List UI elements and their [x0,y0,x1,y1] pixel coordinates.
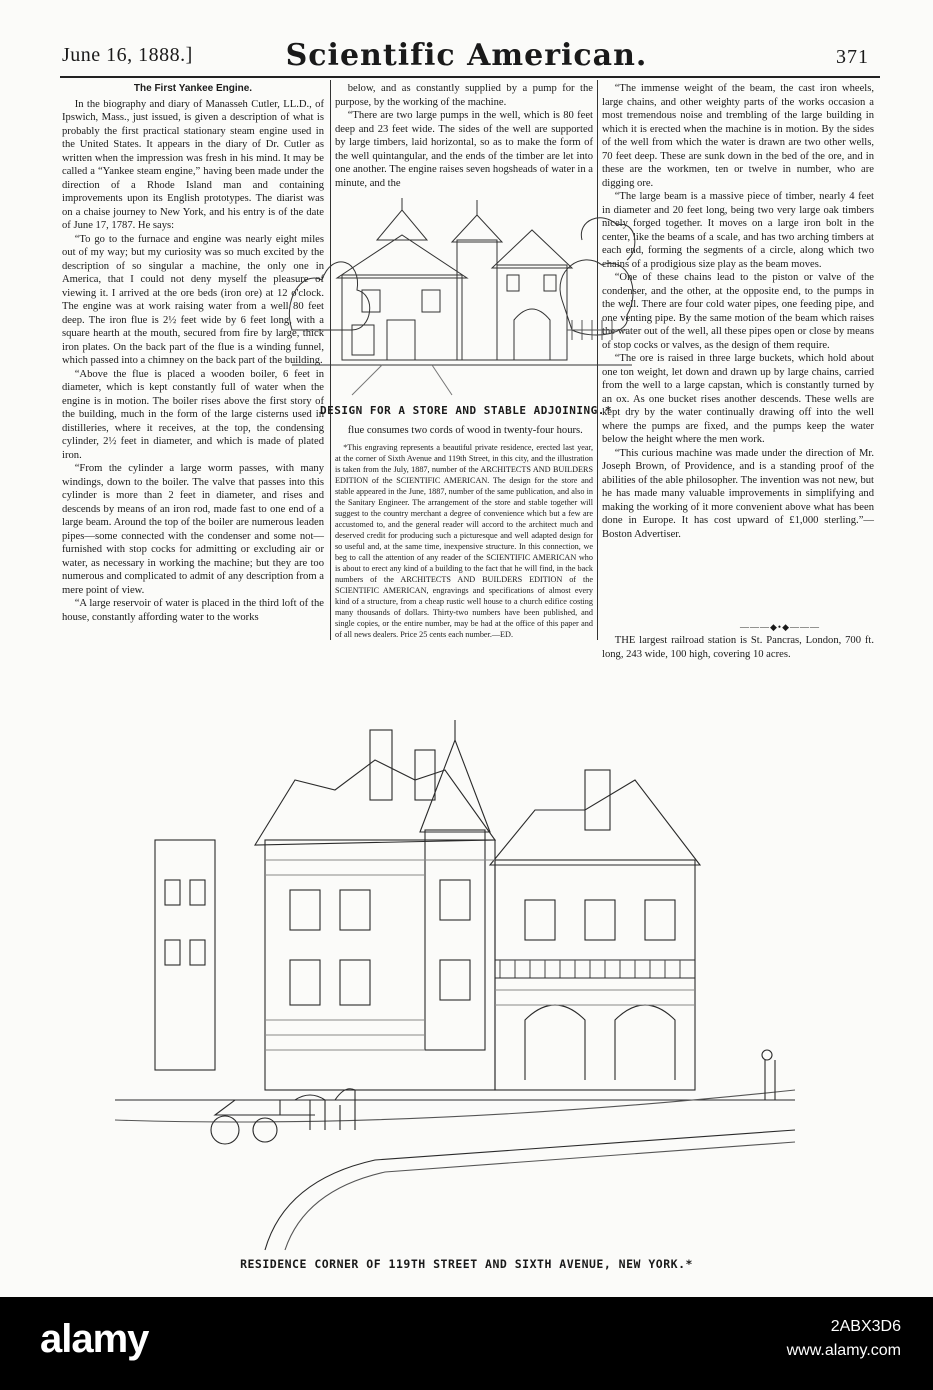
article-heading: The First Yankee Engine. [133,83,253,94]
paragraph: THE largest railroad station is St. Pancras, London, 700 ft. long, 243 wide, 100 high, covering 10 acres. [602,635,874,660]
paragraph: “There are two large pumps in the well, which is 80 feet deep and 23 feet wide. The sides of the well are supported by large timbers, laid horizontal, so as to make the form of the well quintangular, and the ends of the timber are let into one another. The engine raises seven hogsheads of water in a minute, and the [335,110,593,189]
image-id: 2ABX3D6 [830,1318,901,1335]
article-column-2-top [335,82,593,189]
paragraph: “The immense weight of the beam, the cast iron wheels, large chains, and other weighty parts of the works occasion a most tremendous noise and trembling of the large building in which it is erected when the machine is in motion. By the sides of the well from which the water is drawn are two other wells, 70 feet deep. These are sunk down in the bed of the ore, and in these are the workmen, ten or twelve in number, who are digging ore. [602,83,874,189]
masthead-title: Scientific American. [285,38,648,73]
paragraph: “This curious machine was made under the direction of Mr. Joseph Brown, of Providence, and is a standing proof of the abilities of the able philosopher. The invention was not new, but he has made many valuable improvements in simplifying and making the working of it more convenient above what has been done in Europe. It has cost upward of £1,000 sterling.”—Boston Advertiser. [602,447,874,540]
watermark-id [787,1315,901,1363]
paragraph: “From the cylinder a large worm passes, with many windings, down to the boiler. The valve that passes into this cylinder is more than 2 feet in diameter, and rises and descends by means of an iron rod, made fast to one end of a large beam. Around the top of the boiler are numerous leaden pipes—some connected with the condenser and some not—furnished with stop cocks for admitting or excluding air or water, as necessary in working the machine; but they are too numerous and complicated to admit of any description from a mere point of view. [62,463,324,596]
page-number: 371 [836,46,869,68]
footnote-text: *This engraving represents a beautiful private residence, erected last year, at the corner of Sixth Avenue and 119th Street, in this city, and the illustration is taken from the July, 1887, number of the ARCHITECTS AND BUILDERS EDITION of the SCIENTIFIC AMERICAN. The design for the store and stable appeared in the June, 1887, number of the same publication, and also in the Sanitary Engineer. The arrangement of the store and stable together will suggest to the country merchant a degree of convenience which but a few are accustomed to, and the general reader will accord to the architect much and deserved credit for producing such a picturesque and well adapted design for so useful and, at the same time, inexpensive structure. In this connection, we beg to call the attention of any reader of the SCIENTIFIC AMERICAN who is about to erect any kind of a building to the fact that he will find, in the back numbers of the ARCHITECTS AND BUILDERS EDITION of the SCIENTIFIC AMERICAN, engravings and specifications of almost every kind of a structure, from a cheap rustic well house to a church edifice costing many thousands of dollars. Thirty-two numbers have been published, and single copies, or the entire number, may be had at the office of this paper and of all news dealers. Price 25 cents each number.—ED. [335,443,593,639]
paragraph: “Above the flue is placed a wooden boiler, 6 feet in diameter, which is kept constantly full of water when the engine is in motion. The boiler rises above the first story of the building, much in the form of the large cisterns used in distilleries, where it receives, at the top, the condensing cylinder, 2½ feet in diameter, and which is made of plated iron. [62,368,324,461]
alamy-logo: alamy [40,1317,149,1361]
residence-engraving [115,660,815,1250]
paragraph: “To go to the furnace and engine was nearly eight miles out of my way; but my curiosity was so much excited by the description of so singular a machine, the only one in America, that I could not deny myself the pleasure of viewing it. I arrived at the ore beds (iron ore) at 12 o'clock. The engine was at work raising water from a well 80 feet deep. The iron flue is 2½ feet wide by 6 feet long, with a square hearth at the mouth, secured from fire by large, thick iron plates. On the back part of the flue is a winding funnel, which passed into a chimney on the back part of the building. [62,233,324,366]
footnote [335,442,593,652]
paragraph: flue consumes two cords of wood in twenty-four hours. [347,425,583,436]
store-stable-engraving [282,180,642,402]
ornament-divider: ———◆•◆——— [740,622,820,632]
figure-caption: DESIGN FOR A STORE AND STABLE ADJOINING.* [319,404,613,417]
watermark-url: www.alamy.com [786,1342,901,1359]
paragraph: “The large beam is a massive piece of timber, nearly 4 feet in diameter and 20 feet long, being two very large oak timbers nicely forged together. It moves on a large iron bolt in the center, like the beams of a scale, and has two arching timbers at each end, forming the segments of a circle, along which two chains of a prodigious size play as the beam moves. [602,191,874,270]
header-rule [60,76,880,78]
figure-caption: RESIDENCE CORNER OF 119TH STREET AND SIXTH AVENUE, NEW YORK.* [240,1257,693,1271]
paragraph: “One of these chains lead to the piston or valve of the condenser, and the other, at the opposite end, to the pumps in the well. There are four cold water pipes, one feeding pipe, and one venting pipe. By the same motion of the beam which raises the water out of the well, all these pipes open or close by means of stop cocks or valves, as the design of them require. [602,272,874,351]
paragraph: “The ore is raised in three large buckets, which hold about one ton weight, let down and drawn up by large chains, carried from the well to a large capstan, which is constantly turned by an ox. As one bucket rises another descends. These wells are kept dry by the water continually drawing off into the well where the pumps are fixed, and the pumps keep the water below the height where the men work. [602,353,874,445]
article-column-2-bottom [335,424,593,440]
watermark-bar [0,1297,933,1390]
article-column-3 [602,82,874,622]
paragraph: In the biography and diary of Manasseh Cutler, LL.D., of Ipswich, Mass., just issued, is given a description of what is probably the first practical stationary steam engine used in the United States. It appears in the diary of Dr. Cutler as written when the impression was fresh in his mind. It may be called a “Yankee steam engine,” having been made under the direction of a Rhode Island man and containing improvements upon its English prototypes. The diarist was on a chaise journey to New York, and his entry is of the date of June 17, 1787. He says: [62,98,324,231]
paragraph: “A large reservoir of water is placed in the third loft of the house, constantly affording water to the works [62,598,324,623]
paragraph: below, and as constantly supplied by a pump for the purpose, by the working of the machine. [335,83,593,108]
header-date: June 16, 1888.] [62,44,193,66]
